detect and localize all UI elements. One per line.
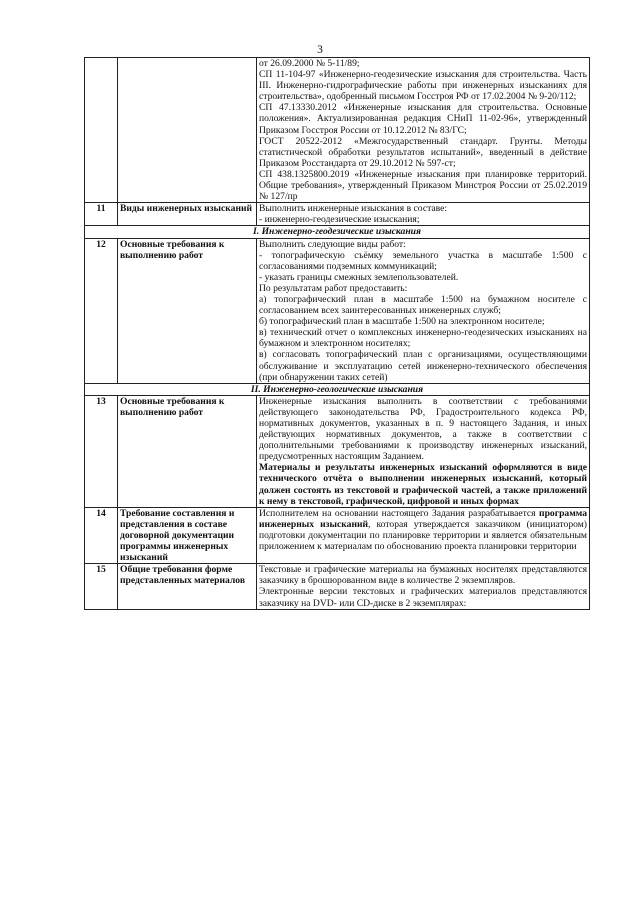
content-line: Электронные версии текстовых и графических материалов представляются заказчику на DVD- или CD-диске в 2 экземплярах: <box>259 586 587 609</box>
table-row <box>85 238 590 383</box>
content-line: - топографическую съёмку земельного участка в масштабе 1:500 с согласованиями подземных коммуникаций; <box>259 249 587 272</box>
row-content <box>257 203 590 226</box>
document-item: СП 11-104-97 «Инженерно-геодезические изыскания для строительства. Часть III. Инженерно-гидрографические работы при инженерных изысканиях для строительства», одобренный письмом Госстроя РФ от 17.02.2004 № 9-20/112; <box>259 69 587 103</box>
row-content <box>257 564 590 609</box>
row-number: 14 <box>85 507 118 563</box>
document-item: ГОСТ 20522-2012 «Межгосударственный стандарт. Грунты. Методы статистической обработки результатов испытаний», введенный в действие Приказом Росстандарта от 29.10.2012 № 597-ст; <box>259 135 587 169</box>
row-number: 13 <box>85 395 118 507</box>
section-heading: II. Инженерно-геологические изыскания <box>85 383 590 395</box>
table-row <box>85 564 590 609</box>
content-text: , которая утверждается заказчиком (инициатором) подготовки документации по планировке территории и является обязательным приложением к материалам по обоснованию проекта планировки территории <box>259 518 587 553</box>
content-line: Выполнить следующие виды работ: <box>259 238 406 250</box>
table-row <box>85 395 590 507</box>
row-content <box>257 507 590 563</box>
row-label: Основные требования к выполнению работ <box>118 238 257 383</box>
content-text-bold: программа инженерных изысканий <box>259 507 587 530</box>
row-label: Виды инженерных изысканий <box>118 203 257 226</box>
row-number: 15 <box>85 564 118 609</box>
content-line: Текстовые и графические материалы на бумажных носителях представляются заказчику в брошюрованном виде в количестве 2 экземпляров. <box>259 564 587 587</box>
content-line: По результатам работ предоставить: <box>259 282 408 294</box>
section-heading: I. Инженерно-геодезические изыскания <box>85 226 590 238</box>
page-number: 3 <box>317 44 323 56</box>
content-line: - указать границы смежных землепользователей. <box>259 271 459 283</box>
row-content <box>257 238 590 383</box>
content-line: - инженерно-геодезические изыскания; <box>259 214 420 226</box>
row-number-cell <box>85 58 118 203</box>
requirements-table <box>84 57 590 610</box>
row-number: 11 <box>85 203 118 226</box>
row-label: Общие требования форме представленных материалов <box>118 564 257 609</box>
section-heading-row <box>85 226 590 238</box>
content-paragraph-bold: Материалы и результаты инженерных изысканий оформляются в виде технического отчёта о выполнении инженерных изысканий, который должен состоять из текстовой и графической частей, а также приложений к нему в текстовой, графической, цифровой и иных формах <box>259 462 587 507</box>
table-row <box>85 203 590 226</box>
content-line: а) топографический план в масштабе 1:500 на бумажном носителе с согласованием всех заинтересованных инженерных служб; <box>259 293 587 317</box>
row-label-cell <box>118 58 257 203</box>
document-item: СП 47.13330.2012 «Инженерные изыскания для строительства. Основные положения». Актуализированная редакция СНиП 11-02-96», утвержденный Приказом Госстроя России от 10.12.2012 № 83/ГС; <box>259 102 587 136</box>
normative-documents-cell <box>257 58 590 203</box>
content-paragraph: Инженерные изыскания выполнить в соответствии с требованиями действующего законодательства РФ, Градостроительного кодекса РФ, нормативных документов, указанных в п. 9 настоящего Задания, и иных действующих нормативных документов, а также в соответствии с дополнительными требованиями к производству инженерных изысканий, предусмотренных настоящим Заданием. <box>259 395 587 463</box>
content-line: б) топографический план в масштабе 1:500 на электронном носителе; <box>259 316 545 328</box>
content-line: Выполнить инженерные изыскания в составе: <box>259 203 448 215</box>
content-text: Исполнителем на основании настоящего Задания разрабатывается <box>259 507 536 519</box>
content-line: в) технический отчет о комплексных инженерно-геодезических изысканиях на бумажном и электронном носителях; <box>259 327 587 350</box>
document-item: СП 438.1325800.2019 «Инженерные изыскания при планировке территорий. Общие требования», утвержденный Приказом Минстроя России от 25.02.2019 № 127/пр <box>259 168 587 203</box>
section-heading-row <box>85 383 590 395</box>
row-number: 12 <box>85 238 118 383</box>
document-item: от 26.09.2000 № 5-11/89; <box>259 58 360 69</box>
row-label: Требование составления и представления в составе договорной документации программы инженерных изысканий <box>118 507 257 563</box>
table-row <box>85 507 590 563</box>
content-line: в) согласовать топографический план с организациями, осуществляющими обслуживание и эксплуатацию сетей инженерно-технического обеспечения (при обнаружении таких сетей) <box>259 349 587 383</box>
table-row <box>85 58 590 203</box>
row-content <box>257 395 590 507</box>
row-label: Основные требования к выполнению работ <box>118 395 257 507</box>
